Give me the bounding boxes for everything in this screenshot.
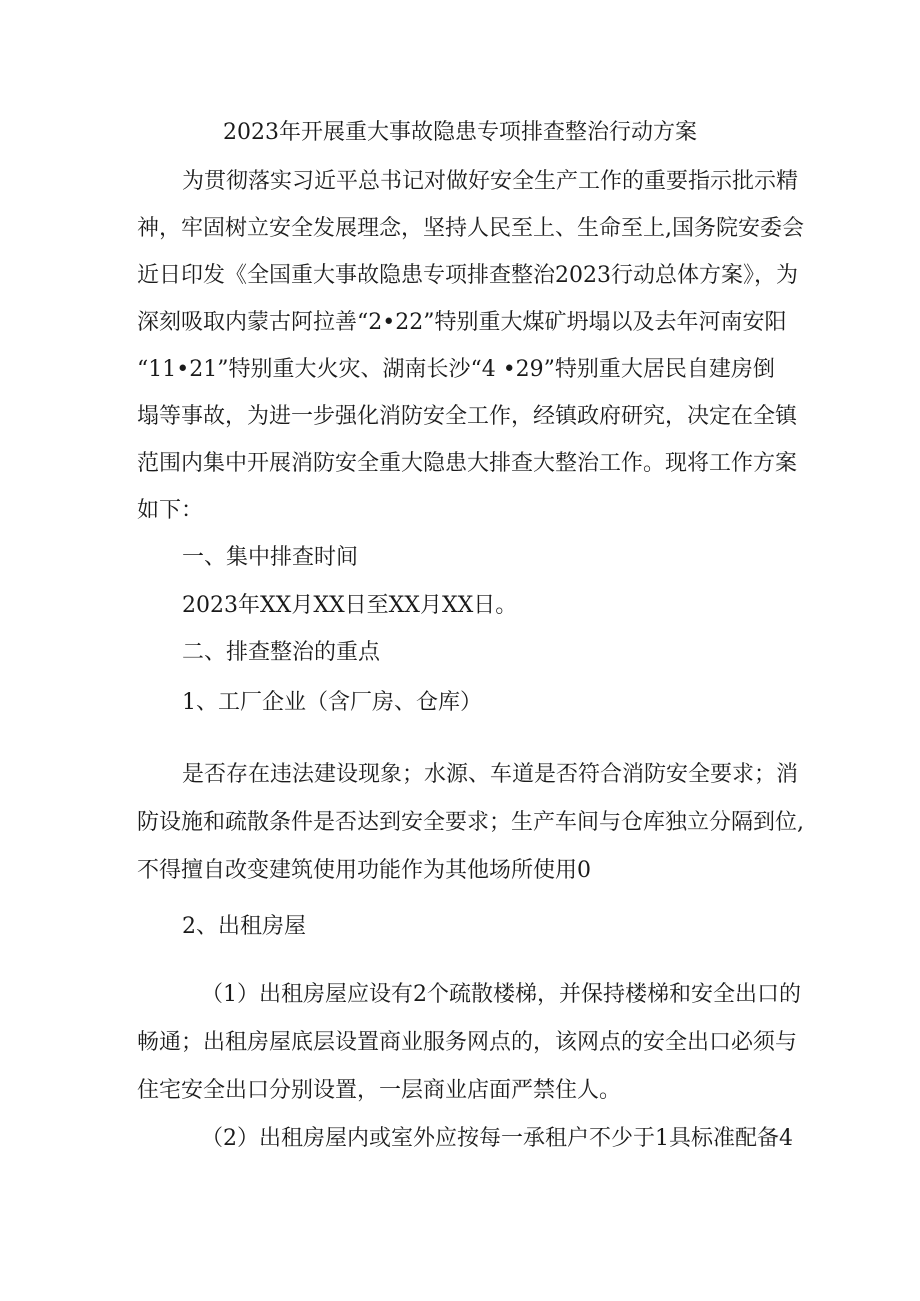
item-2-heading: 2、出租房屋	[182, 914, 306, 939]
intro-line-4: 深刻吸取内蒙古阿拉善“2•22”特别重大煤矿坍塌以及去年河南安阳	[137, 310, 787, 335]
item-1-text-line-3: 不得擅自改变建筑使用功能作为其他场所使用0	[137, 858, 591, 883]
item-2-sub-2-line-1: （2）出租房屋内或室外应按每一承租户不少于1具标准配备4	[201, 1126, 793, 1151]
intro-line-2: 神，牢固树立安全发展理念，坚持人民至上、生命至上,国务院安委会	[137, 216, 804, 241]
section-2-heading: 二、排查整治的重点	[182, 640, 381, 665]
document-title: 2023年开展重大事故隐患专项排查整治行动方案	[223, 120, 697, 145]
intro-line-8: 如下：	[137, 498, 204, 523]
intro-line-1: 为贯彻落实习近平总书记对做好安全生产工作的重要指示批示精	[182, 169, 799, 194]
item-1-heading: 1、工厂企业（含厂房、仓库）	[182, 690, 482, 715]
item-2-sub-1-line-1: （1）出租房屋应设有2个疏散楼梯，并保持楼梯和安全出口的	[201, 982, 801, 1007]
section-1-text: 2023年XX月XX日至XX月XX日。	[182, 593, 518, 618]
item-1-text-line-2: 防设施和疏散条件是否达到安全要求；生产车间与仓库独立分隔到位,	[137, 810, 804, 835]
item-2-sub-1-line-2: 畅通；出租房屋底层设置商业服务网点的，该网点的安全出口必须与	[137, 1030, 798, 1055]
section-1-heading: 一、集中排查时间	[182, 545, 359, 570]
intro-line-7: 范围内集中开展消防安全重大隐患大排查大整治工作。现将工作方案	[137, 451, 798, 476]
intro-line-6: 塌等事故，为进一步强化消防安全工作，经镇政府研究，决定在全镇	[137, 404, 798, 429]
item-1-text-line-1: 是否存在违法建设现象；水源、车道是否符合消防安全要求；消	[182, 762, 799, 787]
item-2-sub-1-line-3: 住宅安全出口分别设置，一层商业店面严禁住人。	[137, 1078, 622, 1103]
intro-line-5: “11•21”特别重大火灾、湖南长沙“4 •29”特别重大居民自建房倒	[137, 357, 775, 382]
intro-line-3: 近日印发《全国重大事故隐患专项排查整治2023行动总体方案》，为	[137, 263, 798, 288]
